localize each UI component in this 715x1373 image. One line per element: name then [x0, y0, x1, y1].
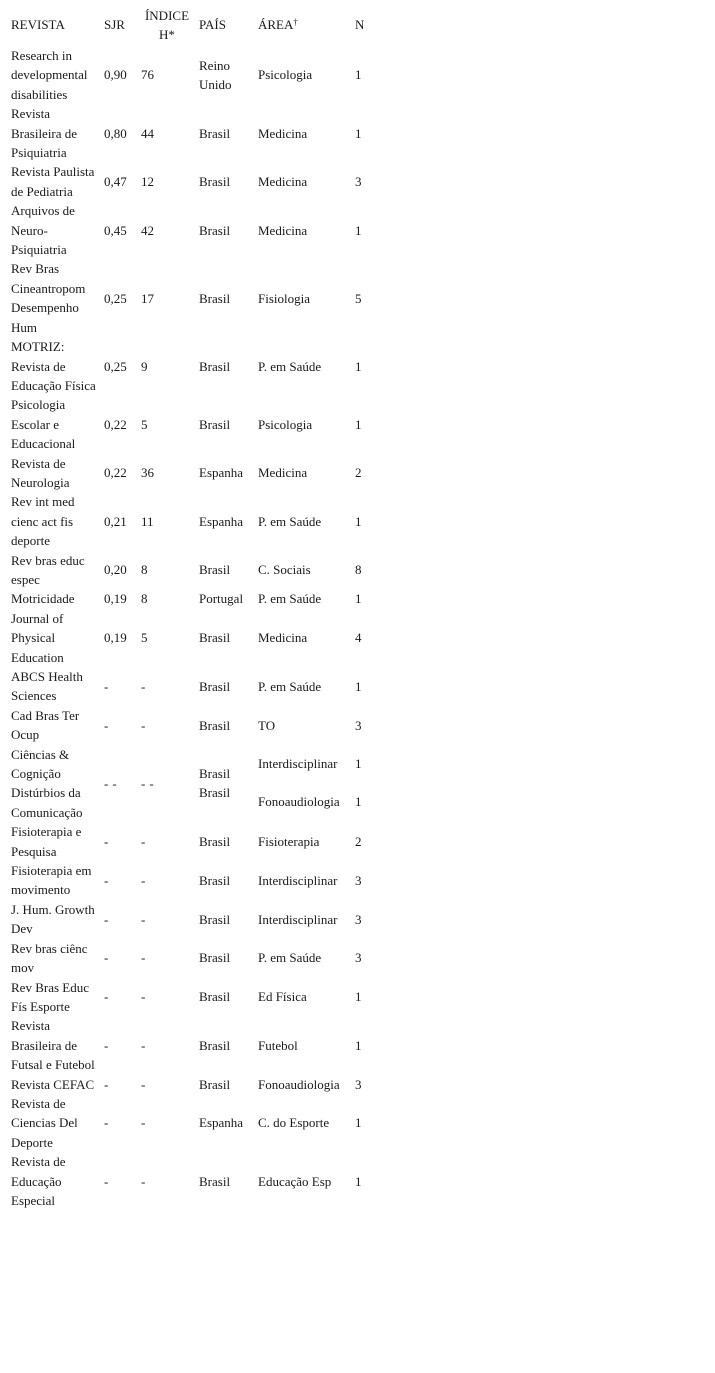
- cell-n: 4: [355, 630, 362, 646]
- cell-sjr-merged-1: -: [104, 775, 109, 791]
- cell-revista: Revista CEFAC: [11, 1076, 95, 1092]
- cell-revista: Revista de Ciencias Del Deporte: [11, 1095, 78, 1150]
- cell-indice: -: [141, 1173, 146, 1189]
- cell-sjr-merged-2: -: [112, 775, 117, 791]
- cell-revista: Arquivos de Neuro-Psiquiatria: [11, 203, 75, 258]
- cell-indice: 36: [141, 465, 154, 481]
- cell-pais: Portugal: [199, 591, 244, 607]
- table-row: [8, 589, 370, 608]
- cell-area: P. em Saúde: [258, 678, 322, 694]
- cell-area: Fonoaudiologia: [258, 1076, 340, 1092]
- table-row: [8, 978, 370, 1017]
- table-row: [8, 46, 370, 104]
- cell-area: Futebol: [258, 1037, 298, 1053]
- table-row-merged: [8, 745, 370, 823]
- cell-area: Psicologia: [258, 416, 313, 432]
- cell-sjr: -: [104, 950, 109, 966]
- cell-pais-merged-2: Brasil: [199, 785, 231, 801]
- cell-pais: Reino Unido: [199, 57, 232, 93]
- table-row: [8, 861, 370, 900]
- table-row: [8, 395, 370, 453]
- cell-indice: 76: [141, 67, 154, 83]
- cell-pais: Brasil: [199, 290, 231, 306]
- cell-n: 1: [355, 67, 362, 83]
- cell-n: 8: [355, 562, 362, 578]
- cell-revista: Revista Brasileira de Futsal e Futebol: [11, 1018, 95, 1073]
- cell-pais: Brasil: [199, 678, 231, 694]
- cell-n: 3: [355, 1076, 362, 1092]
- cell-revista: Revista de Neurologia: [11, 455, 70, 490]
- cell-pais: Brasil: [199, 416, 231, 432]
- cell-area: Psicologia: [258, 67, 313, 83]
- cell-revista: Rev Bras Educ Fís Esporte: [11, 979, 89, 1014]
- cell-pais: Brasil: [199, 833, 231, 849]
- cell-pais-merged-1: Brasil: [199, 766, 231, 782]
- cell-revista: Fisioterapia e Pesquisa: [11, 824, 82, 859]
- cell-pais: Brasil: [199, 562, 231, 578]
- table-row: [8, 259, 370, 337]
- cell-area: Medicina: [258, 222, 308, 238]
- cell-indice: 8: [141, 562, 148, 578]
- cell-n: 2: [355, 465, 362, 481]
- cell-area-merged-1: Interdisciplinar: [258, 756, 338, 772]
- cell-pais: Brasil: [199, 1037, 231, 1053]
- cell-sjr: 0,90: [104, 67, 127, 83]
- cell-area: P. em Saúde: [258, 591, 322, 607]
- journals-table: [8, 4, 370, 1210]
- cell-sjr: 0,22: [104, 416, 127, 432]
- cell-area: P. em Saúde: [258, 950, 322, 966]
- table-row: [8, 1094, 370, 1152]
- cell-indice: -: [141, 1115, 146, 1131]
- cell-revista: ABCS Health Sciences: [11, 669, 83, 704]
- cell-sjr: 0,22: [104, 465, 127, 481]
- cell-indice: -: [141, 833, 146, 849]
- cell-indice: 12: [141, 174, 154, 190]
- cell-n: 1: [355, 222, 362, 238]
- cell-area: Fisiologia: [258, 290, 311, 306]
- cell-sjr: 0,45: [104, 222, 127, 238]
- header-n: N: [355, 17, 365, 33]
- cell-revista: Rev int med cienc act fis deporte: [11, 494, 75, 549]
- cell-sjr: -: [104, 1173, 109, 1189]
- cell-pais: Brasil: [199, 358, 231, 374]
- cell-pais: Espanha: [199, 1115, 244, 1131]
- cell-indice: -: [141, 1037, 146, 1053]
- cell-indice: -: [141, 872, 146, 888]
- cell-sjr: 0,19: [104, 630, 127, 646]
- cell-pais: Brasil: [199, 911, 231, 927]
- cell-area: Interdisciplinar: [258, 911, 338, 927]
- table-row: [8, 939, 370, 978]
- header-row: [8, 4, 370, 46]
- table-row: [8, 609, 370, 667]
- cell-indice: -: [141, 950, 146, 966]
- cell-area: Educação Esp: [258, 1173, 332, 1189]
- cell-sjr: 0,20: [104, 562, 127, 578]
- cell-n-merged-1: 1: [355, 756, 362, 772]
- cell-revista: Fisioterapia em movimento: [11, 863, 92, 898]
- cell-revista-merged-2: Distúrbios da Comunicação: [11, 785, 83, 820]
- cell-area: Medicina: [258, 174, 308, 190]
- cell-area: C. Sociais: [258, 562, 311, 578]
- table-row: [8, 706, 370, 745]
- header-area-footnote-mark: †: [293, 17, 298, 28]
- cell-sjr: 0,25: [104, 358, 127, 374]
- table-row: [8, 1152, 370, 1210]
- cell-sjr: -: [104, 1076, 109, 1092]
- cell-n: 1: [355, 416, 362, 432]
- cell-sjr: -: [104, 872, 109, 888]
- cell-n: 3: [355, 717, 362, 733]
- cell-area: P. em Saúde: [258, 358, 322, 374]
- cell-revista-merged-1: Ciências & Cognição: [11, 746, 70, 782]
- cell-sjr: -: [104, 1115, 109, 1131]
- cell-indice: 11: [141, 513, 154, 529]
- table-row: [8, 551, 370, 590]
- cell-sjr: -: [104, 678, 109, 694]
- cell-indice: -: [141, 717, 146, 733]
- table-body-primary: [8, 46, 370, 745]
- cell-n: 1: [355, 1115, 362, 1131]
- cell-sjr: -: [104, 911, 109, 927]
- cell-revista: Rev bras educ espec: [11, 552, 85, 587]
- cell-revista: Psicologia Escolar e Educacional: [11, 397, 76, 452]
- cell-n: 3: [355, 174, 362, 190]
- cell-indice: 42: [141, 222, 154, 238]
- header-revista: REVISTA: [11, 17, 65, 33]
- cell-revista: Rev bras ciênc mov: [11, 940, 88, 976]
- table-row: [8, 454, 370, 493]
- cell-n: 5: [355, 290, 362, 306]
- cell-pais: Brasil: [199, 1076, 231, 1092]
- cell-n: 2: [355, 833, 362, 849]
- cell-revista: Revista Brasileira de Psiquiatria: [11, 106, 78, 161]
- header-sjr: SJR: [104, 17, 125, 33]
- cell-sjr: -: [104, 989, 109, 1005]
- cell-pais: Brasil: [199, 630, 231, 646]
- cell-area-merged: [255, 745, 352, 823]
- cell-area: C. do Esporte: [258, 1115, 330, 1131]
- cell-indice: -: [141, 678, 146, 694]
- cell-pais: Brasil: [199, 717, 231, 733]
- cell-revista: Rev Bras Cineantropom Desempenho Hum: [11, 261, 86, 335]
- table-row: [8, 822, 370, 861]
- cell-pais: Brasil: [199, 1173, 231, 1189]
- cell-n-merged: [352, 745, 370, 823]
- cell-indice: -: [141, 989, 146, 1005]
- cell-area: Ed Física: [258, 989, 307, 1005]
- cell-n: 1: [355, 1173, 362, 1189]
- cell-sjr: -: [104, 717, 109, 733]
- cell-sjr: 0,47: [104, 174, 127, 190]
- cell-indice: -: [141, 911, 146, 927]
- cell-n: 1: [355, 989, 362, 1005]
- cell-n: 1: [355, 513, 362, 529]
- cell-sjr: 0,19: [104, 591, 127, 607]
- cell-pais: Brasil: [199, 872, 231, 888]
- cell-n: 3: [355, 872, 362, 888]
- table-row: [8, 492, 370, 550]
- cell-revista: Revista de Educação Especial: [11, 1154, 66, 1208]
- cell-revista: Motricidade: [11, 591, 75, 607]
- cell-indice-merged-2: -: [149, 775, 154, 791]
- cell-n: 3: [355, 950, 362, 966]
- cell-indice: 5: [141, 630, 148, 646]
- table-row: [8, 667, 370, 706]
- cell-indice: 5: [141, 416, 148, 432]
- cell-revista-merged: [8, 745, 101, 823]
- header-indice: ÍNDICE H*: [144, 7, 190, 42]
- table-row: [8, 162, 370, 201]
- cell-area: Medicina: [258, 630, 308, 646]
- cell-revista: J. Hum. Growth Dev: [11, 901, 95, 937]
- cell-pais-merged: [196, 745, 255, 823]
- cell-revista: Revista Paulista de Pediatria: [11, 164, 95, 199]
- cell-indice: 8: [141, 591, 148, 607]
- header-pais: PAÍS: [199, 17, 226, 33]
- cell-n: 3: [355, 911, 362, 927]
- cell-revista: Research in developmental disabilities: [11, 48, 88, 102]
- cell-sjr: -: [104, 833, 109, 849]
- cell-pais: Brasil: [199, 125, 231, 141]
- cell-sjr: 0,21: [104, 513, 127, 529]
- cell-area: P. em Saúde: [258, 513, 322, 529]
- table-body-secondary: [8, 822, 370, 1210]
- header-area-label: ÁREA: [258, 17, 294, 33]
- cell-n: 1: [355, 591, 362, 607]
- cell-indice: -: [141, 1076, 146, 1092]
- cell-indice-merged: [138, 745, 196, 823]
- header-area: [255, 4, 352, 46]
- cell-pais: Espanha: [199, 465, 244, 481]
- cell-area: Interdisciplinar: [258, 872, 338, 888]
- cell-sjr: 0,25: [104, 290, 127, 306]
- cell-n: 1: [355, 1037, 362, 1053]
- cell-area: TO: [258, 717, 276, 733]
- table-row: [8, 201, 370, 259]
- cell-indice: 44: [141, 125, 154, 141]
- cell-pais: Espanha: [199, 513, 244, 529]
- cell-sjr: 0,80: [104, 125, 127, 141]
- cell-pais: Brasil: [199, 222, 231, 238]
- cell-revista: Cad Bras Ter Ocup: [11, 707, 80, 743]
- cell-pais: Brasil: [199, 174, 231, 190]
- cell-sjr-merged: [101, 745, 138, 823]
- cell-indice-merged-1: -: [141, 775, 146, 791]
- cell-pais: Brasil: [199, 950, 231, 966]
- cell-n: 1: [355, 358, 362, 374]
- cell-area: Medicina: [258, 465, 308, 481]
- cell-n-merged-2: 1: [355, 794, 362, 810]
- cell-revista: MOTRIZ: Revista de Educação Física: [11, 339, 96, 393]
- cell-n: 1: [355, 678, 362, 694]
- cell-area: Fisioterapia: [258, 833, 320, 849]
- cell-pais: Brasil: [199, 989, 231, 1005]
- table-row: [8, 1016, 370, 1074]
- cell-area-merged-2: Fonoaudiologia: [258, 794, 340, 810]
- table-row: [8, 900, 370, 939]
- table-row: [8, 104, 370, 162]
- cell-revista: Journal of Physical Education: [11, 610, 64, 665]
- table-body-merged: [8, 745, 370, 823]
- cell-n: 1: [355, 125, 362, 141]
- cell-sjr: -: [104, 1037, 109, 1053]
- cell-area: Medicina: [258, 125, 308, 141]
- cell-indice: 9: [141, 358, 148, 374]
- cell-indice: 17: [141, 290, 154, 306]
- table-row: [8, 1075, 370, 1094]
- table-row: [8, 337, 370, 395]
